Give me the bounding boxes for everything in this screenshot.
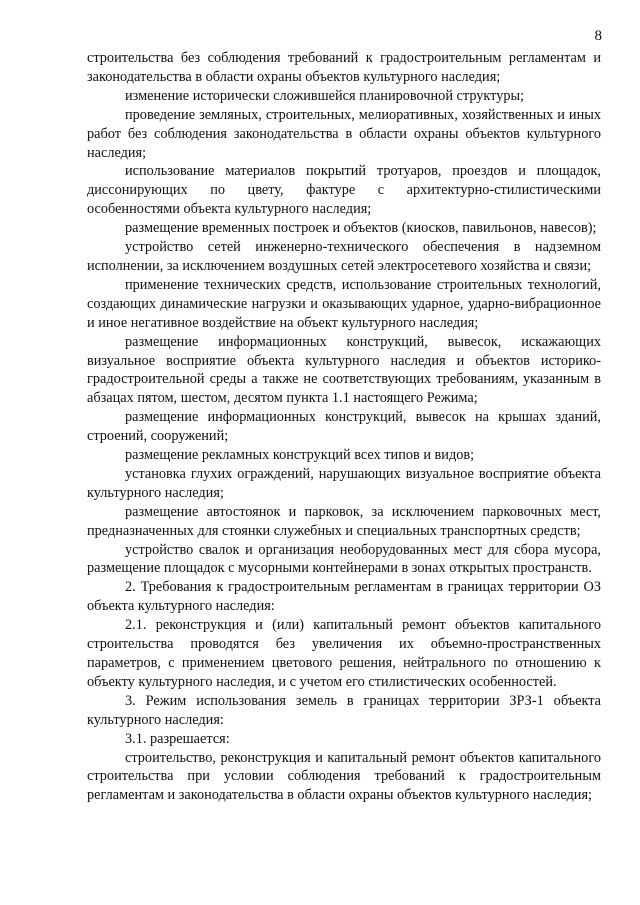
section-heading: 3. Режим использования земель в границах территории ЗРЗ-1 объекта культурного наследия: <box>87 692 601 728</box>
paragraph: устройство свалок и организация необорудованных мест для сбора мусора, размещение площадок с мусорными контейнерами в зонах открытых пространств. <box>87 541 601 577</box>
paragraph: установка глухих ограждений, нарушающих визуальное восприятие объекта культурного наследия; <box>87 465 601 501</box>
paragraph: 2.1. реконструкция и (или) капитальный ремонт объектов капитального строительства проводятся без увеличения их объемно-пространственных параметров, с применением цветового решения, нейтрального по отношению к объекту культурного наследия, и с учетом его стилистических особенностей. <box>87 617 601 690</box>
page-number: 8 <box>594 28 602 44</box>
paragraph: проведение земляных, строительных, мелиоративных, хозяйственных и иных работ без соблюдения законодательства в области охраны объектов культурного наследия; <box>87 106 601 161</box>
paragraph: изменение исторически сложившейся планировочной структуры; <box>125 87 525 104</box>
paragraph: устройство сетей инженерно-технического обеспечения в надземном исполнении, за исключением воздушных сетей электросетевого хозяйства и связи; <box>87 239 601 274</box>
paragraph: строительства без соблюдения требований к градостроительным регламентам и законодательства в области охраны объектов культурного наследия; <box>87 50 601 85</box>
paragraph: размещение рекламных конструкций всех типов и видов; <box>125 447 475 464</box>
section-heading: 2. Требования к градостроительным регламентам в границах территории ОЗ объекта культурного наследия: <box>87 579 601 615</box>
paragraph: размещение автостоянок и парковок, за исключением парковочных мест, предназначенных для стоянки служебных и специальных транспортных средств; <box>87 503 601 539</box>
paragraph: применение технических средств, использование строительных технологий, создающих динамические нагрузки и оказывающих ударное, ударно-вибрационное и иное негативное воздействие на объект культурного наследия; <box>87 276 601 331</box>
paragraph: размещение информационных конструкций, вывесок, искажающих визуальное восприятие объекта культурного наследия и объектов историко-градостроительной среды а также не соответствующих требованиям, указанным в абзацах пятом, шестом, десятом пункта 1.1 настоящего Режима; <box>87 333 601 407</box>
document-body <box>87 49 601 805</box>
paragraph: размещение временных построек и объектов (киосков, павильонов, навесов); <box>125 220 597 237</box>
paragraph: строительство, реконструкция и капитальный ремонт объектов капитального строительства при условии соблюдения требований к градостроительным регламентам и законодательства в области охраны объектов культурного наследия; <box>87 749 601 804</box>
paragraph: 3.1. разрешается: <box>125 730 230 747</box>
paragraph: размещение информационных конструкций, вывесок на крышах зданий, строений, сооружений; <box>87 409 601 445</box>
paragraph: использование материалов покрытий тротуаров, проездов и площадок, диссонирующих по цвету, фактуре с архитектурно-стилистическими особенностями объекта культурного наследия; <box>87 163 601 218</box>
